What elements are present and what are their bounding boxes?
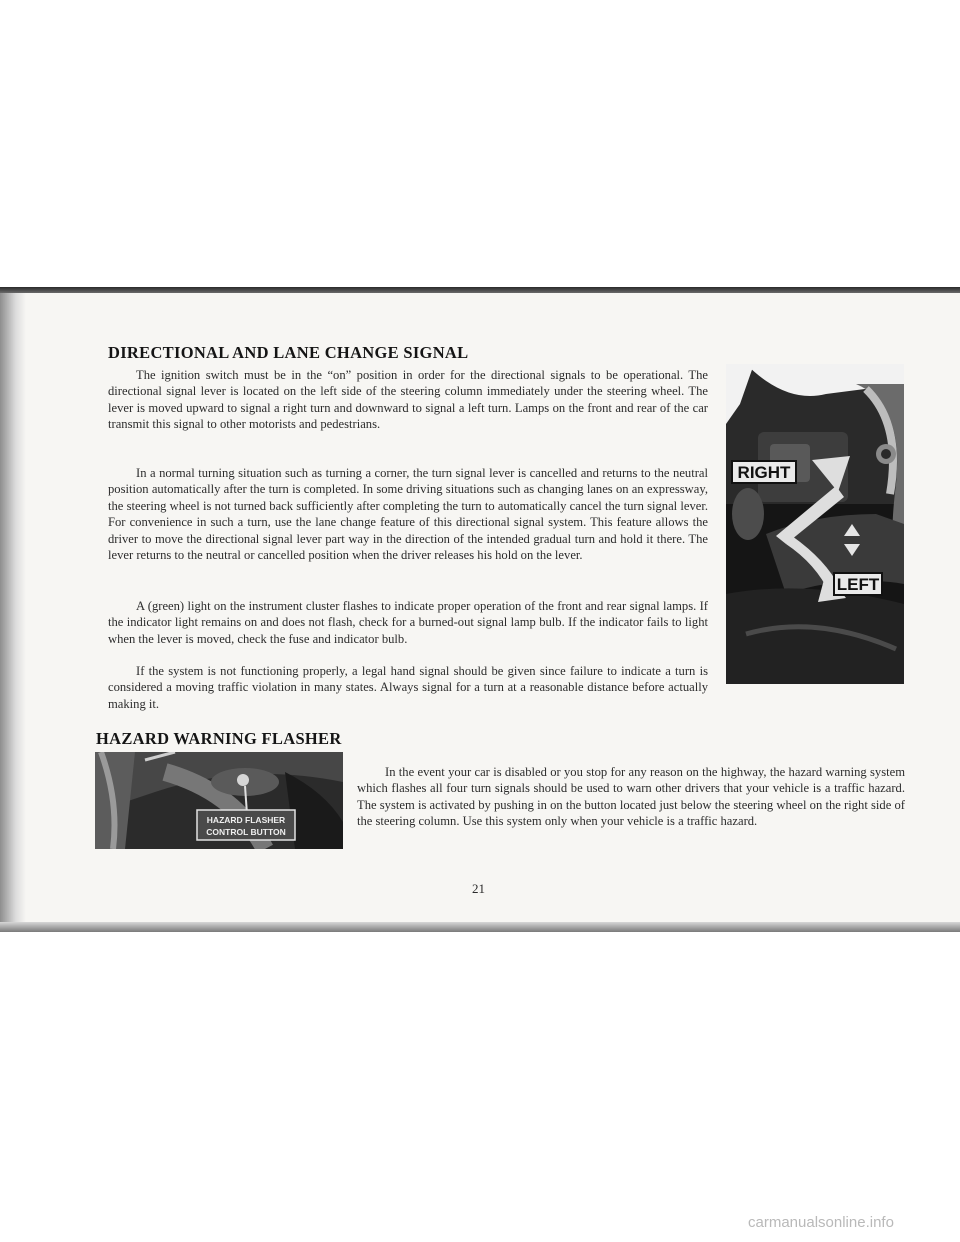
section-heading-directional-signal: DIRECTIONAL AND LANE CHANGE SIGNAL	[108, 343, 469, 362]
paragraph-2: In a normal turning situation such as turning a corner, the turn signal lever is cancelled and returns to the neutral position automatically after the turn is completed. In some driving situations such as changing lanes on an expressway, the steering wheel is not turned back sufficiently after completing the turn to automatically cancel the turn signal lever. For convenience in such a turn, use the lane change feature of this directional signal system. This feature allows the driver to move the directional signal lever part way in the direction of the intended gradual turn and hold it there. The lever returns to the neutral or cancelled position when the driver releases his hold on the lever.	[108, 466, 708, 563]
paragraph-3: A (green) light on the instrument cluster flashes to indicate proper operation of the front and rear signal lamps. If the indicator light remains on and does not flash, check for a burned-out signal lamp bulb. If the indicator fails to light when the lever is moved, check the fuse and indicator bulb.	[108, 599, 708, 646]
watermark: carmanualsonline.info	[748, 1214, 894, 1231]
steering-column-photo-icon	[726, 364, 904, 684]
photo-label-left: LEFT	[836, 575, 880, 594]
paragraph-4: If the system is not functioning properly, a legal hand signal should be given since failure to indicate a turn is considered a moving traffic violation in many states. Always signal for a turn at a reasonable distance before actually making it.	[108, 664, 708, 711]
section-heading-hazard-flasher: HAZARD WARNING FLASHER	[96, 729, 342, 748]
photo-label-right: RIGHT	[737, 463, 791, 482]
photo-label-hazard-line2: CONTROL BUTTON	[206, 827, 286, 837]
page-number: 21	[472, 881, 485, 896]
bottom-margin	[0, 932, 960, 1242]
hazard-flasher-photo-icon	[95, 752, 343, 849]
paragraph-1: The ignition switch must be in the “on” position in order for the directional signals to be operational. The directional signal lever is located on the left side of the steering column immediately under the steering wheel. The lever is moved upward to signal a right turn and downward to signal a left turn. Lamps on the front and rear of the car transmit this signal to other motorists and pedestrians.	[108, 368, 708, 432]
bottom-page-edge	[0, 922, 960, 932]
photo-label-hazard-line1: HAZARD FLASHER	[206, 815, 286, 825]
paragraph-hazard: In the event your car is disabled or you stop for any reason on the highway, the hazard warning system which flashes all four turn signals should be used to warn other drivers that your vehicle is a traffic hazard. The system is activated by pushing in on the button located just below the steering wheel on the right side of the steering column. Use this system only when your vehicle is a traffic hazard.	[357, 765, 905, 829]
top-margin	[0, 0, 960, 290]
binding-shadow	[0, 293, 26, 933]
